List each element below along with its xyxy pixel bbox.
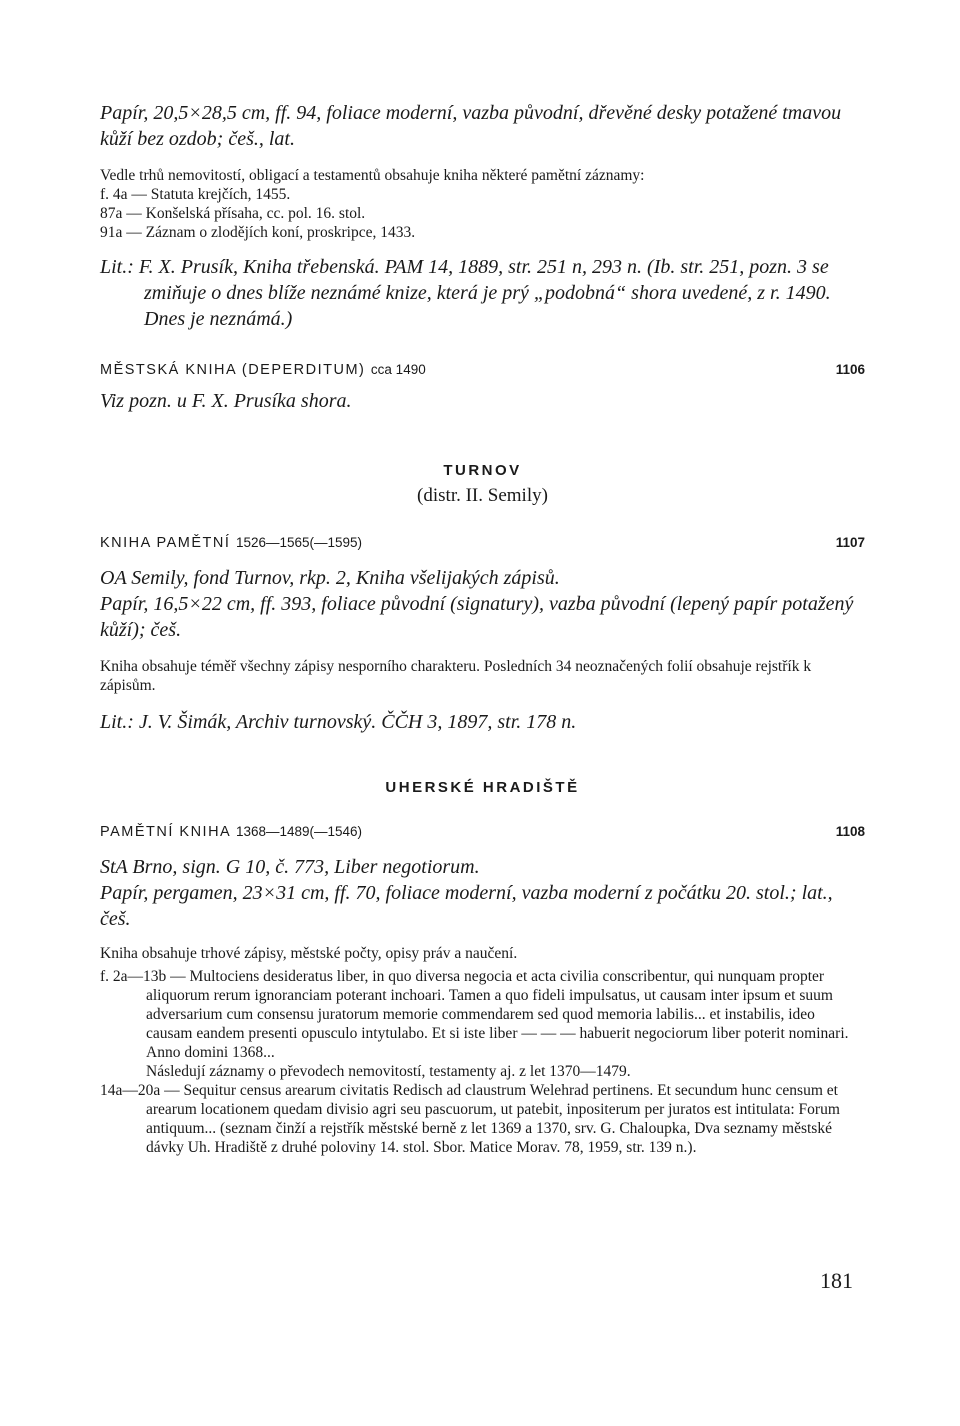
entry-1107-physical: Papír, 16,5×22 cm, ff. 393, foliace původní (signatury), vazba původní (lepený papír potažený kůží); češ.: [100, 593, 854, 641]
page-content: [100, 100, 865, 1157]
entry-title: PAMĚTNÍ KNIHA: [100, 824, 231, 840]
ref-text: — Multociens desideratus liber, in quo diversa negocia et acta civilia conscribentur, qui nunquam propter aliquorum rerum ignoranciam poterant inchoari. Tamen a quo fideli impulsatus, ut causam inter ipsum et suum adversarium cum consensu juratorum memorie commendarem sed quod memoria labilis... et instabilis, ideo causam eandem presenti opusculo intytulabo. Et si iste liber — — — habuerit negociorum liber poterit nominari. Anno domini 1368...: [146, 968, 849, 1061]
entry-1108-content: Kniha obsahuje trhové zápisy, městské počty, opisy práv a naučení.: [100, 945, 518, 962]
ref-text: — Sequitur census arearum civitatis Redisch ad claustrum Welehrad pertinens. Et secundum hunc censum et arearum locationem quedam divisio agri seu pascuorum, ut patebit, inpositerum per juratos est intitulata: Forum antiquum... (seznam činží a rejstřík městské berně z let 1369 a 1370, srv. G. Chaloupka, Dva seznamy městské dávky Uh. Hradiště z druhé poloviny 14. stol. Sbor. Matice Morav. 78, 1959, str. 139 n.).: [146, 1082, 840, 1156]
entry-1108-archive: StA Brno, sign. G 10, č. 773, Liber negotiorum.: [100, 856, 480, 878]
ref-label: f. 2a—13b: [100, 968, 167, 985]
intro-physical: Papír, 20,5×28,5 cm, ff. 94, foliace moderní, vazba původní, dřevěné desky potažené tmavou kůží bez ozdob; češ., lat.: [100, 102, 842, 150]
district-label: (distr. II. Semily): [417, 485, 548, 506]
ref-label: 14a—20a: [100, 1082, 161, 1099]
entry-1107-heading: [100, 535, 865, 551]
entry-1107-lit: Lit.: J. V. Šimák, Archiv turnovský. ČČH 3, 1897, str. 178 n.: [100, 711, 577, 733]
entry-title: KNIHA PAMĚTNÍ: [100, 535, 231, 551]
entry-1106-heading: [100, 362, 865, 378]
entry-years: 1526—1565(—1595): [235, 535, 363, 550]
list-item: 87a — Konšelská přísaha, cc. pol. 16. stol.: [100, 205, 366, 222]
section-heading-turnov: TURNOV: [443, 462, 522, 479]
entry-1108-ref-1: [100, 967, 865, 1062]
entry-1108-ref-1-note: Následují záznamy o převodech nemovitostí, testamenty aj. z let 1370—1479.: [146, 1063, 631, 1080]
page-number: 181: [820, 1268, 853, 1293]
intro-lit: Lit.: F. X. Prusík, Kniha třebenská. PAM 14, 1889, str. 251 n, 293 n. (Ib. str. 251, pozn. 3 se zmiňuje o dnes blíže neznámé knize, která je prý „podobná“ shora uvedené, z r. 1490. Dnes je neznámá.): [100, 256, 831, 330]
entry-years: 1368—1489(—1546): [235, 824, 363, 839]
intro-content: Vedle trhů nemovitostí, obligací a testamentů obsahuje kniha některé pamětní záznamy:: [100, 167, 645, 184]
entry-title: MĚSTSKÁ KNIHA (DEPERDITUM): [100, 362, 366, 378]
entry-number: 1106: [835, 362, 865, 377]
section-heading-uherske-hradiste: UHERSKÉ HRADIŠTĚ: [385, 779, 580, 796]
entry-1108-physical: Papír, pergamen, 23×31 cm, ff. 70, foliace moderní, vazba moderní z počátku 20. stol.; lat., češ.: [100, 882, 833, 930]
entry-1106-note: Viz pozn. u F. X. Prusíka shora.: [100, 390, 352, 412]
list-item: f. 4a — Statuta krejčích, 1455.: [100, 186, 291, 203]
entry-1108-ref-2: [100, 1081, 865, 1157]
entry-number: 1108: [835, 824, 865, 839]
entry-years: cca 1490: [370, 362, 426, 377]
entry-1108-heading: [100, 824, 865, 840]
entry-1107-archive: OA Semily, fond Turnov, rkp. 2, Kniha všelijakých zápisů.: [100, 567, 560, 589]
list-item: 91a — Záznam o zlodějích koní, proskripce, 1433.: [100, 224, 416, 241]
entry-number: 1107: [835, 535, 865, 550]
intro-list: [100, 185, 865, 242]
entry-1107-content: Kniha obsahuje téměř všechny zápisy nesporního charakteru. Posledních 34 neoznačených folií obsahuje rejstřík k zápisům.: [100, 658, 812, 694]
